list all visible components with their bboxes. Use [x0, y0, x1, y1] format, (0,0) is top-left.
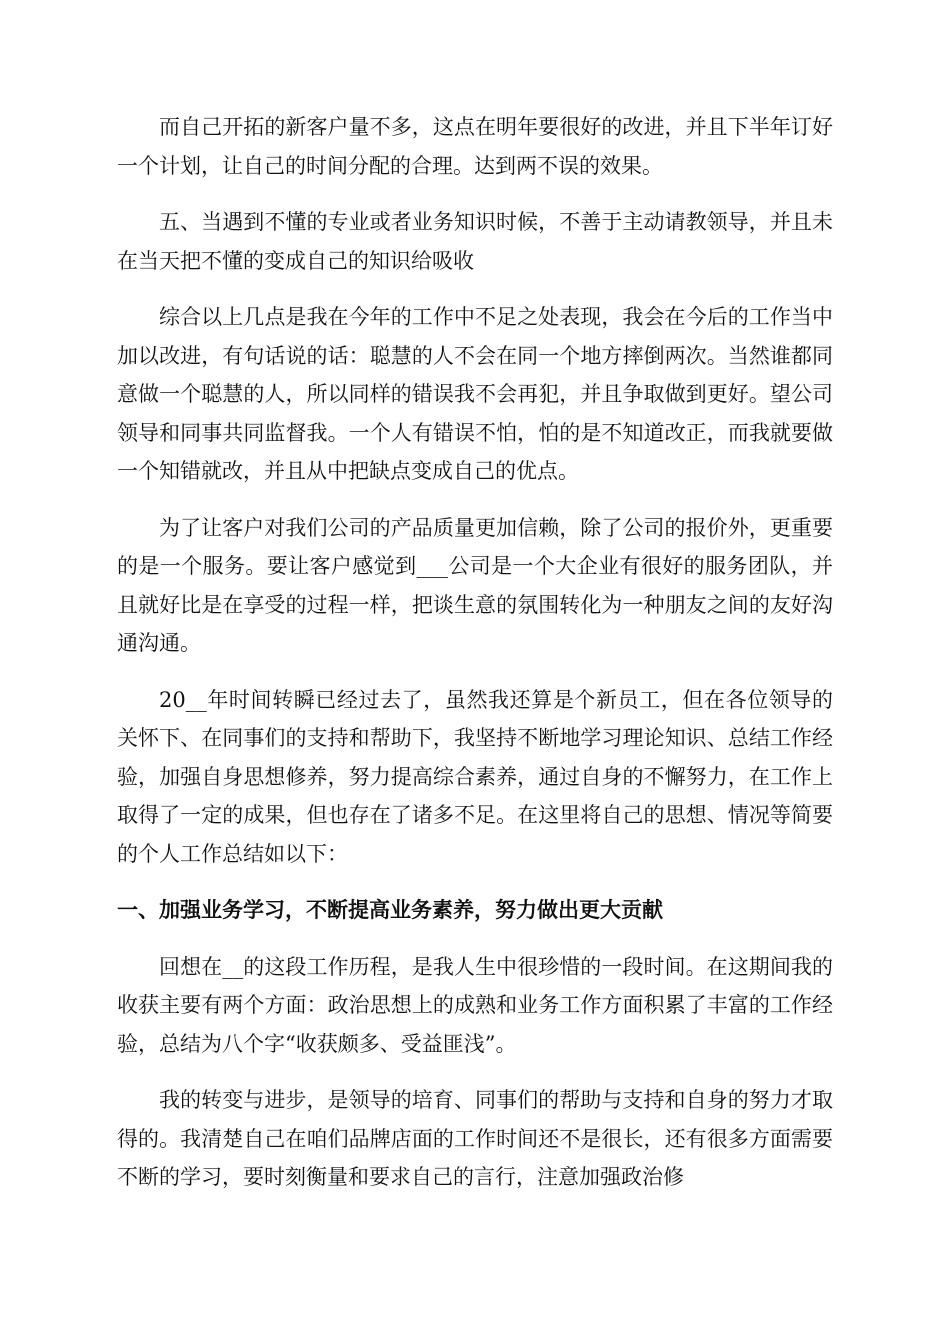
section-heading-business-study: 一、加强业务学习，不断提高业务素养，努力做出更大贡献 — [117, 898, 663, 922]
paragraph-progress: 我的转变与进步，是领导的培育、同事们的帮助与支持和自身的努力才取得的。我清楚自己在咱们品牌店面的工作时间还不是很长，还有很多方面需要不断的学习，要时刻衡量和要求自己的言行，注意加强政治修 — [117, 1088, 833, 1189]
paragraph-new-clients: 而自己开拓的新客户量不多，这点在明年要很好的改进，并且下半年订好一个计划，让自己的时间分配的合理。达到两不误的效果。 — [117, 115, 833, 178]
document-page — [117, 108, 833, 1197]
paragraph-summary-shortcomings: 综合以上几点是我在今年的工作中不足之处表现，我会在今后的工作当中加以改进，有句话说的话：聪慧的人不会在同一个地方摔倒两次。当然谁都同意做一个聪慧的人，所以同样的错误我不会再犯，并且争取做到更好。望公司领导和同事共同监督我。一个人有错误不怕，怕的是不知道改正，而我就要做一个知错就改，并且从中把缺点变成自己的优点。 — [117, 305, 833, 483]
paragraph-work-history: 回想在__的这段工作历程，是我人生中很珍惜的一段时间。在这期间我的收获主要有两个方面：政治思想上的成熟和业务工作方面积累了丰富的工作经验，总结为八个字“收获颇多、受益匪浅”。 — [117, 954, 833, 1056]
paragraph-customer-service: 为了让客户对我们公司的产品质量更加信赖，除了公司的报价外，更重要的是一个服务。要让客户感觉到___公司是一个大企业有很好的服务团队，并且就好比是在享受的过程一样，把谈生意的氛围转化为一种朋友之间的友好沟通沟通。 — [117, 515, 833, 655]
paragraph-year-review: 20__年时间转瞬已经过去了，虽然我还算是个新员工，但在各位领导的关怀下、在同事们的支持和帮助下，我坚持不断地学习理论知识、总结工作经验，加强自身思想修养，努力提高综合素养，通过自身的不懈努力，在工作上取得了一定的成果，但也存在了诸多不足。在这里将自己的思想、情况等简要的个人工作总结如以下： — [117, 687, 833, 866]
paragraph-point-five: 五、当遇到不懂的专业或者业务知识时候，不善于主动请教领导，并且未在当天把不懂的变成自己的知识给吸收 — [117, 210, 833, 273]
